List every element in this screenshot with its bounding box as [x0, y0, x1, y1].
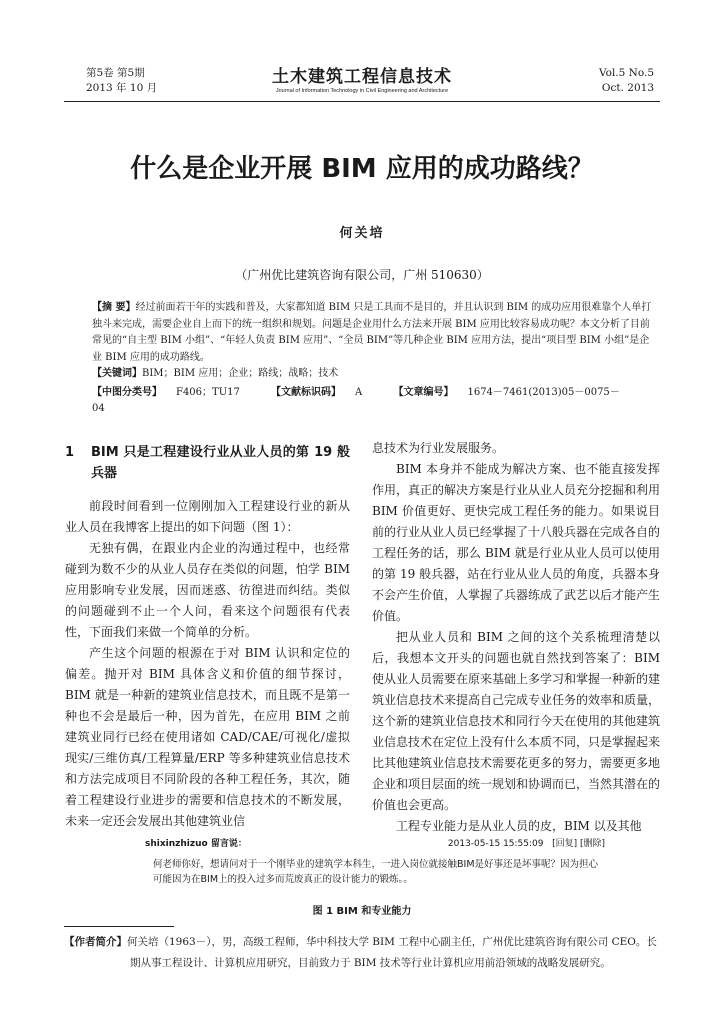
section-number: 1: [65, 445, 75, 460]
clc-value: F406；TU17: [176, 386, 240, 398]
paragraph: 把从业人员和 BIM 之间的这个关系梳理清楚以后，我想本文开头的问题也就自然找到答案了：BIM 使从业人员需要在原来基础上多学习和掌握一种新的建筑业信息技术来提高自己完成专业任务的效率和质量，这个新的建筑业信息技术和同行今天在使用的其他建筑业信息技术在定位上没有什么本质不同，只是掌握起来比其他建筑业信息技术需要花更多的努力，需要更多地企业和项目层面的统一规划和协调而已，当然其潜在的价值也会更高。: [372, 630, 661, 812]
header-issue-en: [599, 66, 654, 96]
abstract-block: [92, 300, 652, 418]
date-cn: 2013 年 10 月: [86, 82, 158, 94]
paragraph: BIM 本身并不能成为解决方案、也不能直接发挥作用，真正的解决方案是行业从业人员充分挖掘和利用 BIM 价值更好、更快完成工程任务的能力。如果说目前的行业从业人员已经掌握了十八般兵器在完成各自的工程任务的话，那么 BIM 就是行业从业人员可以使用的第 19 般兵器，站在行业从业人员的角度，兵器本身不会产生价值，人掌握了兵器练成了武艺以后才能产生价值。: [372, 462, 661, 623]
keywords-label: 【关键词】: [92, 368, 142, 379]
journal-title-en: Journal of Information Technology in Civil Engineering and Architecture: [275, 88, 449, 94]
author-bio-text2: 期从事工程设计、计算机应用研究，目前致力于 BIM 技术等行业计算机应用前沿领域的战略发展研究。: [130, 957, 611, 969]
keywords: [92, 366, 652, 383]
paragraph: 工程专业能力是从业人员的皮，BIM 以及其他: [396, 819, 642, 833]
figure-caption: 图 1 BIM 和专业能力: [312, 906, 412, 917]
date-en: Oct. 2013: [601, 82, 654, 94]
journal-title-cn: 土木建筑工程信息技术: [272, 67, 452, 87]
comment-actions: [回复] [删除]: [552, 839, 605, 849]
author-bio-label: 【作者简介】: [64, 936, 127, 948]
header-divider: [64, 101, 660, 102]
paragraph: 产生这个问题的根源在于对 BIM 认识和定位的偏差。抛开对 BIM 具体含义和价值的细节探讨，BIM 就是一种新的建筑业信息技术，而且既不是第一种也不会是最后一种，因为首先，在应用 BIM 之前建筑业同行已经在使用诸如 CAD/CAE/可视化/虚拟现实/三维仿真/工程算量/ERP 等多种建筑业信息技术和方法完成项目不同阶段的各种工程任务，其次，随着工程建设行业进步的需要和信息技术的不断发展，未来一定还会发展出其他建筑业信: [65, 646, 350, 828]
author-bio-line1: [64, 932, 664, 953]
left-column: [65, 440, 350, 832]
comment-user: shixinzhizuo 留言说：: [145, 839, 247, 849]
abstract: [92, 300, 652, 366]
article-author: 何关培: [339, 226, 385, 241]
article-title: 什么是企业开展 BIM 应用的成功路线？: [130, 154, 594, 184]
keywords-text: BIM；BIM 应用；企业；路线；战略；技术: [142, 368, 339, 379]
comment-meta: [448, 836, 605, 849]
footnote-divider: [64, 926, 174, 927]
author-bio-text1: 何关培（1963－），男，高级工程师，华中科技大学 BIM 工程中心副主任，广州优比建筑咨询有限公司 CEO。长: [127, 936, 657, 948]
abstract-text: 经过前面若干年的实践和普及，大家都知道 BIM 只是工具而不是目的，并且认识到 BIM 的成功应用很难靠个人单打独斗来完成，需要企业自上而下的统一组织和规划。问题是企业用什么方法来开展 BIM 应用比较容易成功呢？本文分析了目前常见的“自主型 BIM 小组”、“年轻人负责 BIM 应用”、“全员 BIM”等几种企业 BIM 应用方法，提出“项目型 BIM 小组”是企业 BIM 应用的成功路线。: [92, 302, 652, 363]
comment-header: [145, 836, 605, 849]
paragraph: 无独有偶，在跟业内企业的沟通过程中，也经常碰到为数不少的从业人员存在类似的问题，怕学 BIM 应用影响专业发展，因而迷惑、彷徨进而纠结。类似的问题碰到不止一个人问，看来这个问题很有代表性，下面我们来做一个简单的分析。: [65, 541, 350, 639]
classification-row: [92, 385, 652, 418]
doc-code-value: A: [355, 386, 363, 398]
abstract-label: 【摘 要】: [92, 302, 136, 313]
volume-issue-en: Vol.5 No.5: [599, 67, 654, 79]
right-column: [372, 438, 660, 837]
section-heading: [65, 442, 350, 484]
section-title: BIM 只是工程建设行业从业人员的第 19 般兵器: [91, 445, 350, 481]
article-no-label: 【文章编号】: [393, 386, 454, 398]
article-no-value: 1674－7461(2013)05－0075－04: [92, 386, 620, 414]
figure-blog-comment: [145, 836, 605, 887]
volume-issue-cn: 第5卷 第5期: [86, 67, 145, 79]
author-bio: [64, 932, 664, 974]
comment-time: 2013-05-15 15:55:09: [447, 839, 544, 849]
comment-message: 何老师你好，想请问对于一个刚毕业的建筑学本科生，一进入岗位就接触BIM是好事还是坏事呢？因为担心可能因为在BIM上的投入过多而荒废真正的设计能力的锻炼。。: [153, 859, 599, 885]
doc-code-label: 【文献标识码】: [271, 386, 342, 398]
paragraph: 前段时间看到一位刚刚加入工程建设行业的新从业人员在我博客上提出的如下问题（图 1）：: [65, 499, 350, 534]
paragraph-continued: 息技术为行业发展服务。: [372, 441, 505, 455]
author-affiliation: （广州优比建筑咨询有限公司，广州 510630）: [235, 268, 489, 282]
clc-label: 【中图分类号】: [92, 386, 162, 398]
